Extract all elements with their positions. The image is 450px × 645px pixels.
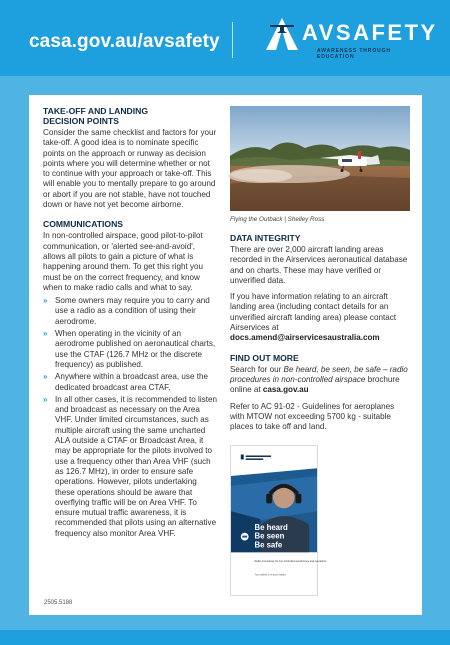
header-divider (232, 22, 233, 58)
list-item-text: Anywhere within a broadcast area, use the dedicated broadcast area CTAF. (55, 372, 208, 392)
casa-link[interactable]: casa.gov.au (262, 385, 309, 395)
left-column (43, 106, 218, 541)
communications-body: In non-controlled airspace, good pilot-to-pilot communication, or 'alerted see-and-avoid', allows all pilots to gain a picture of what is happening around them. To get this right you must be on the correct frequency, and know when to make radio calls and what to say. (43, 231, 204, 292)
chevron-bullet-icon: » (43, 329, 48, 339)
bottom-bar (0, 630, 450, 645)
list-item (43, 296, 218, 327)
brochure-cover-art (231, 446, 327, 595)
content-card (29, 95, 422, 615)
data-integrity-heading: DATA INTEGRITY (230, 233, 301, 243)
brochure-heading-3: Be safe (254, 540, 283, 550)
aircraft-landing-photo (230, 106, 410, 211)
brochure-subtitle: Radio procedures for non-controlled aerodromes and operations (254, 560, 327, 564)
landing-scene-image (230, 106, 410, 211)
right-column (230, 106, 410, 577)
advisory-circular-text: Refer to AC 91-02 - Guidelines for aeroplanes with MTOW not exceeding 5700 kg - suitable places to take off and land. (230, 401, 395, 432)
list-item (43, 372, 218, 393)
brochure-footer: Your safety is in your hands. (254, 573, 287, 577)
list-item-text: In all other cases, it is recommended to listen and broadcast as necessary on the Area VHF. Under limited circumstances, such as multiple aircraft using the same uncharted ALA outside a CTAF or Broadcast Area, it may be appropriate for the pilots involved to use a frequency other than Area VHF (such as 126.7 MHz), in order to ensure safe operations. However, pilots undertaking these operations should be aware that overflying traffic will be on Area VHF. To ensure mutual traffic awareness, it is recommended that pilots using an alternative frequency also monitor Area VHF. (55, 394, 217, 538)
logo-wordmark: AVSAFETY (302, 20, 438, 45)
chevron-bullet-icon: » (43, 372, 48, 382)
chevron-bullet-icon: » (43, 296, 48, 306)
brochure-title: Be heard, be seen, be safe – radio procedures in non-controlled airspace (230, 364, 408, 384)
takeoff-heading-line2: DECISION POINTS (43, 116, 119, 126)
document-code: 2505.5188 (44, 600, 73, 606)
takeoff-heading (43, 106, 218, 126)
find-out-more-text: Search for our (230, 364, 282, 374)
communications-heading: COMMUNICATIONS (43, 219, 124, 230)
find-out-more-heading: FIND OUT MORE (230, 352, 299, 363)
data-integrity-body: There are over 2,000 aircraft landing areas recorded in the Airservices aeronautical database and on charts. These may have verified or unverified data. (230, 245, 408, 285)
takeoff-body: Consider the same checklist and factors for your take-off. A good idea is to nominate specific points on the approach or runway as decision points where you will determine whether or not to continue with your approach or take-off. This will enable you to mentally prepare to go around or abort if you are not stable, have not touched down or have not yet become airborne. (43, 128, 217, 210)
photo-caption: Flying the Outback | Shelley Ross (230, 216, 325, 223)
find-out-more-text-2: brochure online at (230, 374, 400, 395)
find-out-more-body (230, 365, 410, 396)
communications-list (43, 296, 218, 539)
brochure-heading-1: Be heard (254, 522, 288, 532)
list-item (43, 329, 218, 370)
site-url[interactable]: casa.gov.au/avsafety (29, 31, 220, 52)
list-item (43, 395, 218, 539)
contact-text: If you have information relating to an aircraft landing area (including contact details for an unverified aircraft landing area) please contact Airservices at (230, 292, 397, 333)
chevron-bullet-icon: » (43, 394, 48, 404)
airplane-on-runway-icon (262, 14, 302, 54)
contact-email[interactable]: docs.amend@airservicesaustralia.com (230, 333, 380, 343)
brochure-cover-image[interactable] (230, 445, 327, 596)
logo-tagline: AWARENESS THROUGH EDUCATION (317, 48, 391, 60)
avsafety-logo (262, 14, 438, 66)
list-item-text: Some owners may require you to carry and use a radio as a condition of using their aerodrome. (55, 296, 210, 326)
header-banner (0, 0, 450, 76)
brochure-heading-2: Be seen (254, 531, 285, 541)
takeoff-heading-line1: TAKE-OFF AND LANDING (43, 106, 149, 116)
list-item-text: When operating in the vicinity of an aerodrome published on aeronautical charts, use the CTAF (126.7 MHz or the discrete frequency) as published. (55, 329, 216, 369)
data-integrity-contact (230, 292, 410, 343)
